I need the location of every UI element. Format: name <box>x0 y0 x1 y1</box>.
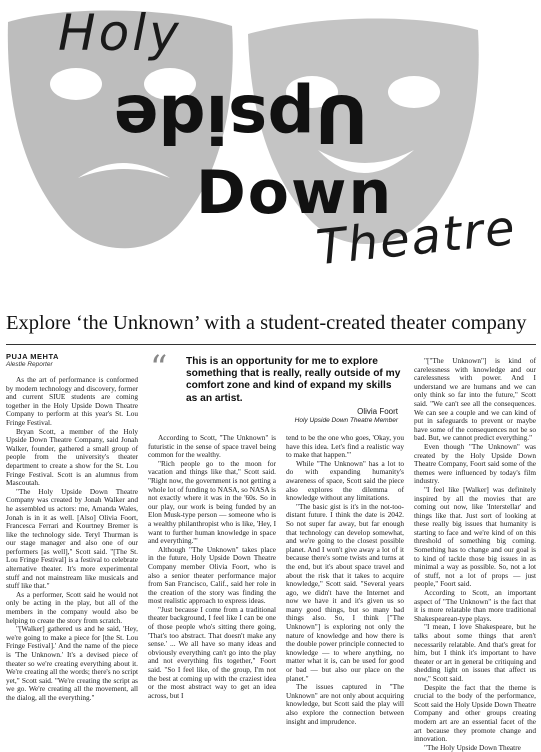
paragraph: Even though "The Unknown" was created by the Holy Upside Down Theatre Company, Foort said some of the themes were influenced by today's film industry. <box>414 441 536 486</box>
paragraph: "The Holy Upside Down Theatre <box>424 742 521 752</box>
title-art <box>0 0 541 300</box>
paragraph: "Rich people go to the moon for vacation and things like that," Scott said. "Right now, the government is not getting a whole lot of funding to NASA, so NASA is not exactly where it was in the '60s. So in our play, our work is being funded by an Elon Musk-type person — someone who is a wealthy philanthropist who is like, 'Hey, I want to further human knowledge in space and everything.'" <box>148 458 276 546</box>
article-column-2 <box>148 433 276 700</box>
paragraph: "The basic gist is it's in the not-too-distant future. I think the date is 2042. So not super far away, but far enough that technology can develop somewhat, and we're going to the closest possible planet. And I won't give away a lot of it because there's some twists and turns at the end, but it's about space travel and about the risk that it takes to acquire knowledge," Scott said. "Several years ago, we didn't have the Internet and now we have it and it's given us so many good things, but so many bad things also. So, I think ["The Unknown"] is exploring not only the nature of knowledge and how there is the double power principle connected to knowledge — to where anything, no matter what it is, can be used for good or bad — but also our place on the planet." <box>286 501 404 683</box>
paragraph: Although "The Unknown" takes place in the future, Holy Upside Down Theatre Company member Olivia Foort, who is also a senior theater performance major from San Francisco, Calif., said her role in the creation of the story was finding the most realistic approach to express ideas. <box>148 544 276 606</box>
pull-quote-role: Holy Upside Down Theatre Member <box>294 417 398 424</box>
article-column-3 <box>286 433 404 726</box>
paragraph: "I feel like [Walker] was definitely inspired by all the movies that are coming out now, like 'Interstellar' and things like that. Just sort of looking at these really big issues that humanity is starting to face and we're kind of on this threshold of something big coming. Something has to change and our goal is to kind of tackle those big issues in as minimal a way as possible. So, not a lot of stuff, not a lot of props — just people," Foort said. <box>414 484 536 589</box>
article-column-4 <box>414 356 536 752</box>
paragraph: tend to be the one who goes, 'Okay, you have this idea. Let's find a realistic way to make that happen.'" <box>286 433 404 460</box>
paragraph: Bryan Scott, a member of the Holy Upside Down Theatre Company, said Jonah Walker, founder, gathered a small group of people from the university's theater department to create a show for the St. Lou Fringe Festival. Scott is an alumnus from Mascoutah. <box>6 426 138 488</box>
paragraph: While "The Unknown" has a lot to do with expanding humanity's awareness of space, Scott said the piece also explores the dilemma of knowledge without any limitations. <box>286 458 404 503</box>
quote-mark-icon: “ <box>150 348 168 388</box>
paragraph: "["The Unknown"] is kind of carelessness with knowledge and our carelessness with power. And I understand we are humans and we can only think so far into the future," Scott said. "We can't see all the consequences. We can see a couple and we can kind of put in safeguards to prevent or maybe have some of the consequences not be so bad. But, we cannot predict everything." <box>414 356 536 443</box>
author-role: Alestle Reporter <box>6 361 53 368</box>
pull-quote <box>150 348 406 426</box>
title-word-down: Down <box>196 158 394 228</box>
title-word-theatre: Theatre <box>313 199 520 277</box>
headline: Explore ‘the Unknown’ with a student-created theater company <box>6 312 527 334</box>
paragraph: According to Scott, "The Unknown" is futuristic in the sense of space travel being common for the wealthy. <box>148 433 276 460</box>
paragraph: "[Walker] gathered us and he said, 'Hey, we're going to make a piece for [the St. Lou Fringe Festival].' And the name of the piece is 'The Unknown.' It's a devised piece of theater so we're creating everything about it. We're creating all the words; there's no script yet," Scott said. "We're creating the script as we go. We're creating all the movement, all the dialog, all the everything." <box>6 624 138 702</box>
paragraph: "I mean, I love Shakespeare, but he talks about some things that aren't necessarily relatable. And that's great for him, but I think it's important to have theater or art in general be critiquing and shedding light on issues that affect us now," Scott said. <box>414 622 536 683</box>
title-word-upside: Upside <box>113 80 369 157</box>
paragraph: As the art of performance is conformed by modern technology and discovery, former and current SIUE students are coming together in the Holy Upside Down Theatre Company to perform at this year's St. Lou Fringe Festival. <box>6 375 138 427</box>
paragraph: According to Scott, an important aspect of "The Unknown" is the fact that it is more relatable than more traditional Shakespearean-type plays. <box>414 588 536 623</box>
paragraph: "Just because I come from a traditional theater background, I feel like I can be one of those people who's sitting there going, 'That's too abstract. That doesn't make any sense.' ... We all have so many ideas and obviously everything can't go into the play and not everything fits together," Foort said. "So I feel like, of the group, I'm not the best at coming up with the craziest idea or the most abstract way to get an idea across, but I <box>148 604 276 700</box>
divider <box>6 344 536 345</box>
title-word-holy: Holy <box>58 4 182 62</box>
paragraph: Despite the fact that the theme is crucial to the body of the performance, Scott said the Holy Upside Down Theatre Company and other groups creating modern art are an essential facet of the art because they promote change and innovation. <box>414 682 536 744</box>
paragraph: The issues captured in "The Unknown" are not only about acquiring knowledge, but Scott said the play will also explore the connection between insight and imprudence. <box>286 682 404 726</box>
pull-quote-text: This is an opportunity for me to explore something that is really, really outside of my comfort zone and kind of expand my skills as an artist. <box>186 356 401 404</box>
paragraph: As a performer, Scott said he would not only be acting in the play, but all of the members in the company would also be helping to create the story from scratch. <box>6 589 138 625</box>
paragraph: "The Holy Upside Down Theatre Company was created by Jonah Walker and he assembled us actors: me, Amanda Wales, Jonah is in it as well. [Also] Olivia Foort, Francesca Ferrari and Kourtney Bremer is like the technology side. Teryl Thurman is our stage manager and also one of our performers [as well]," Scott said. "[The St. Lou Fringe Festival] is a festival to celebrate alternative theater. It's more experimental stuff and not mainstream like musicals and stuff like that." <box>6 486 138 591</box>
author-name: PUJA MEHTA <box>6 352 59 361</box>
byline <box>6 352 138 368</box>
article-column-1 <box>6 375 138 702</box>
pull-quote-speaker: Olivia Foort <box>357 407 398 416</box>
